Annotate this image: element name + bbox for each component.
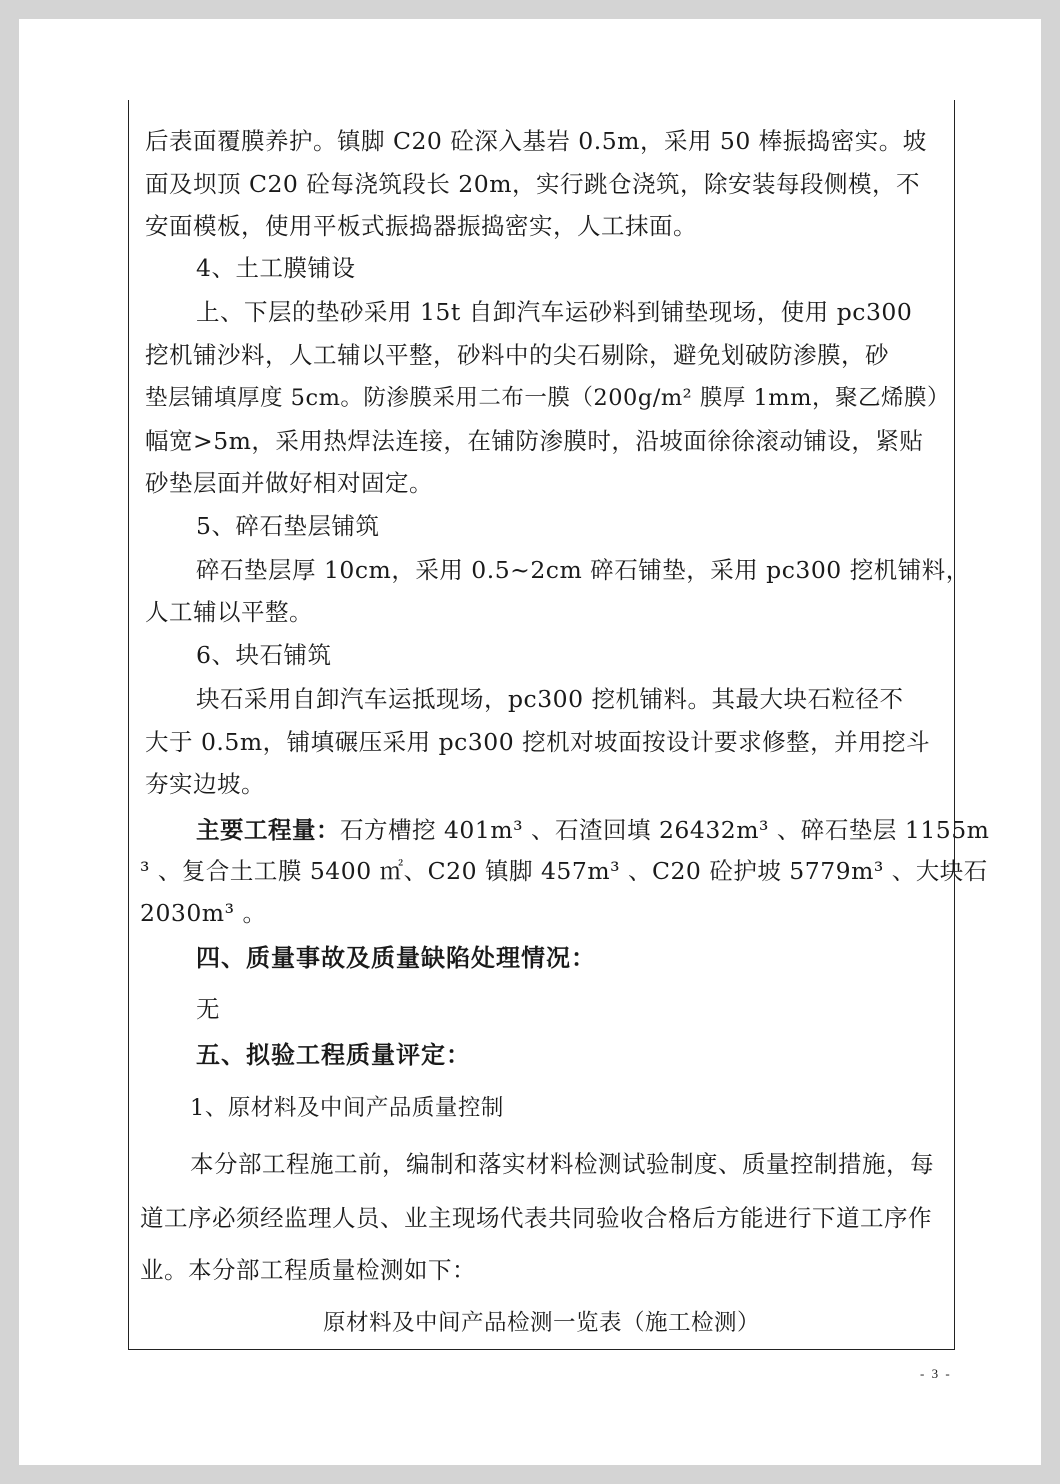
- section-4-body: 无: [196, 995, 220, 1023]
- page-number: - 3 -: [920, 1366, 952, 1381]
- subheading-4: 4、土工膜铺设: [196, 254, 356, 282]
- paragraph-line: 块石采用自卸汽车运抵现场，pc300 挖机铺料。其最大块石粒径不: [196, 685, 904, 713]
- paragraph-line: 业。本分部工程质量检测如下：: [140, 1256, 476, 1284]
- paragraph-line: 挖机铺沙料，人工辅以平整，砂料中的尖石剔除，避免划破防渗膜，砂: [145, 341, 889, 369]
- paragraph-line: 道工序必须经监理人员、业主现场代表共同验收合格后方能进行下道工序作: [140, 1204, 932, 1232]
- paragraph-line: 本分部工程施工前，编制和落实材料检测试验制度、质量控制措施，每: [190, 1150, 934, 1178]
- paragraph-line: 上、下层的垫砂采用 15t 自卸汽车运砂料到铺垫现场，使用 pc300: [196, 298, 913, 326]
- quantities-line: [196, 815, 989, 845]
- paragraph-line: 人工辅以平整。: [145, 598, 313, 626]
- section-5-heading: 五、拟验工程质量评定：: [196, 1040, 471, 1069]
- subheading-6: 6、块石铺筑: [196, 641, 332, 669]
- paragraph-line: 夯实边坡。: [145, 770, 265, 798]
- paragraph-line: 垫层铺填厚度 5cm。防渗膜采用二布一膜（200g/m² 膜厚 1mm，聚乙烯膜）: [145, 385, 950, 411]
- paragraph-line: 大于 0.5m，铺填碾压采用 pc300 挖机对坡面按设计要求修整，并用挖斗: [145, 728, 931, 756]
- table-title: 原材料及中间产品检测一览表（施工检测）: [322, 1310, 760, 1336]
- quantities-line: ³ 、复合土工膜 5400 ㎡、C20 镇脚 457m³ 、C20 砼护坡 5779m³ 、大块石: [140, 857, 988, 885]
- paragraph-line: 安面模板，使用平板式振捣器振捣密实，人工抹面。: [145, 212, 697, 240]
- quantities-label: 主要工程量：: [196, 816, 340, 844]
- paragraph-line: 幅宽>5m，采用热焊法连接，在铺防渗膜时，沿坡面徐徐滚动铺设，紧贴: [145, 427, 924, 455]
- paragraph-line: 砂垫层面并做好相对固定。: [145, 469, 433, 497]
- paragraph-line: 碎石垫层厚 10cm，采用 0.5~2cm 碎石铺垫，采用 pc300 挖机铺料，: [196, 556, 970, 584]
- quantities-text: 石方槽挖 401m³ 、石渣回填 26432m³ 、碎石垫层 1155m: [340, 816, 990, 844]
- subheading-5: 5、碎石垫层铺筑: [196, 512, 380, 540]
- paragraph-line: 面及坝顶 C20 砼每浇筑段长 20m，实行跳仓浇筑，除安装每段侧模，不: [145, 170, 920, 198]
- section-4-heading: 四、质量事故及质量缺陷处理情况：: [196, 943, 596, 972]
- quantities-line: 2030m³ 。: [140, 899, 267, 927]
- paragraph-line: 后表面覆膜养护。镇脚 C20 砼深入基岩 0.5m，采用 50 棒振捣密实。坡: [145, 127, 927, 155]
- section-5-subheading: 1、原材料及中间产品质量控制: [190, 1095, 504, 1121]
